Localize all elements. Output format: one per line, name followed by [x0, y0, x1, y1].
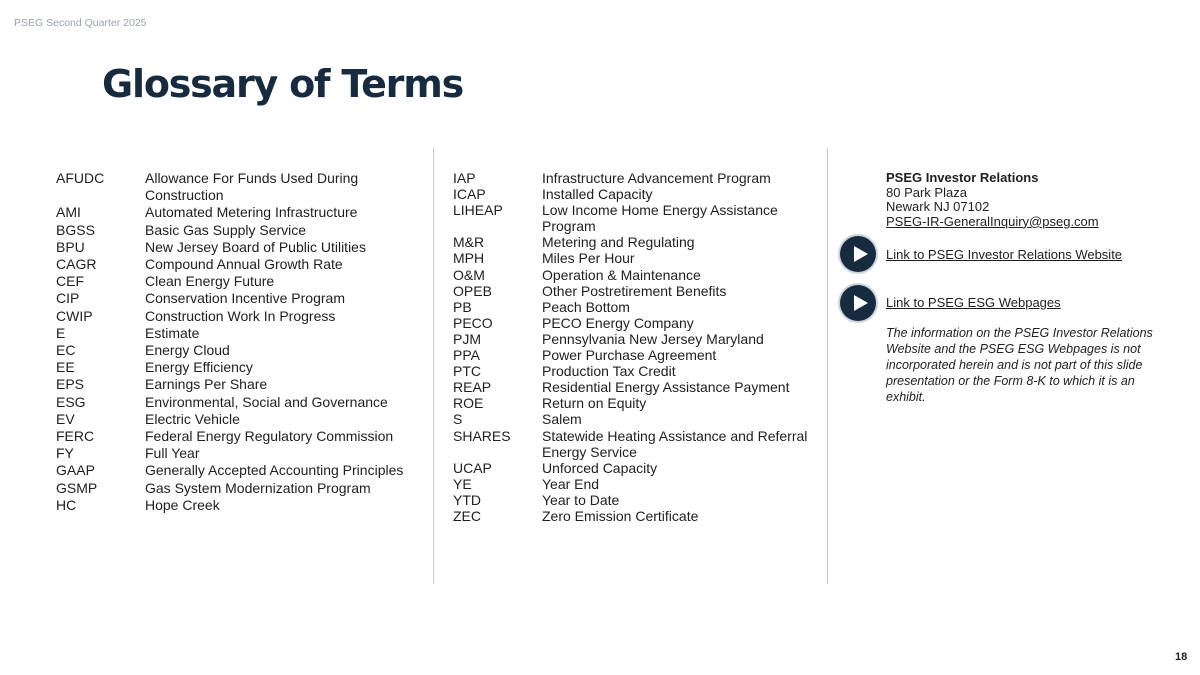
- glossary-row: [56, 204, 431, 221]
- glossary-definition: Low Income Home Energy Assistance Program: [542, 202, 778, 235]
- glossary-definition: Basic Gas Supply Service: [145, 221, 307, 238]
- glossary-row: [453, 395, 825, 411]
- glossary-abbreviation: EC: [56, 342, 76, 359]
- glossary-definition: Earnings Per Share: [145, 376, 268, 393]
- glossary-abbreviation: PJM: [453, 330, 481, 347]
- glossary-abbreviation: HC: [56, 496, 77, 513]
- glossary-abbreviation: GSMP: [56, 479, 98, 496]
- glossary-abbreviation: E: [56, 324, 66, 341]
- glossary-row: [453, 347, 825, 363]
- disclaimer-text: The information on the PSEG Investor Relations Website and the PSEG ESG Webpages is not incorporated herein and is not part of this slide presentation or the Form 8-K to which it is an exhibit.: [886, 326, 1153, 404]
- glossary-definition: Generally Accepted Accounting Principles: [145, 462, 404, 479]
- glossary-definition: New Jersey Board of Public Utilities: [145, 238, 366, 255]
- glossary-definition: Automated Metering Infrastructure: [145, 204, 358, 221]
- glossary-definition: PECO Energy Company: [542, 314, 694, 331]
- glossary-row: [56, 480, 431, 497]
- glossary-definition: Construction Work In Progress: [145, 307, 336, 324]
- page-title: Glossary of Terms: [102, 62, 464, 106]
- glossary-definition: Pennsylvania New Jersey Maryland: [542, 330, 764, 347]
- ir-email-link[interactable]: PSEG-IR-GeneralInquiry@pseg.com: [886, 213, 1099, 229]
- glossary-definition: Year End: [542, 475, 600, 492]
- glossary-abbreviation: EE: [56, 359, 75, 376]
- page-number: 18: [1175, 651, 1188, 663]
- glossary-abbreviation: S: [453, 411, 463, 428]
- glossary-row: [56, 342, 431, 359]
- glossary-definition: Residential Energy Assistance Payment: [542, 379, 790, 396]
- glossary-abbreviation: BGSS: [56, 221, 95, 238]
- glossary-definition: Full Year: [145, 445, 200, 462]
- glossary-definition: Allowance For Funds Used During Construction: [145, 170, 359, 204]
- glossary-row: [453, 202, 825, 234]
- glossary-abbreviation: ESG: [56, 393, 86, 410]
- glossary-abbreviation: CWIP: [56, 307, 93, 324]
- glossary-definition: Power Purchase Agreement: [542, 347, 717, 364]
- glossary-row: [56, 170, 431, 204]
- column-divider: [827, 148, 828, 584]
- glossary-definition: Energy Cloud: [145, 342, 230, 359]
- glossary-row: [453, 299, 825, 315]
- glossary-definition: Year to Date: [542, 491, 620, 508]
- glossary-row: [56, 359, 431, 376]
- glossary-abbreviation: GAAP: [56, 462, 95, 479]
- glossary-abbreviation: EV: [56, 410, 75, 427]
- glossary-definition: Other Postretirement Benefits: [542, 282, 727, 299]
- glossary-definition: Production Tax Credit: [542, 363, 676, 380]
- glossary-abbreviation: FERC: [56, 428, 95, 445]
- investor-relations-title: PSEG Investor Relations: [886, 170, 1039, 185]
- glossary-column-1: [56, 170, 431, 514]
- glossary-row: [453, 492, 825, 508]
- glossary-row: [56, 308, 431, 325]
- glossary-definition: Gas System Modernization Program: [145, 479, 371, 496]
- glossary-row: [56, 445, 431, 462]
- glossary-column-2: [453, 170, 825, 524]
- glossary-abbreviation: UCAP: [453, 459, 492, 476]
- glossary-definition: Miles Per Hour: [542, 250, 635, 267]
- glossary-definition: Compound Annual Growth Rate: [145, 256, 343, 273]
- glossary-definition: Metering and Regulating: [542, 234, 695, 251]
- glossary-abbreviation: CAGR: [56, 256, 97, 273]
- glossary-abbreviation: AFUDC: [56, 170, 105, 186]
- glossary-row: [453, 234, 825, 250]
- glossary-definition: Return on Equity: [542, 395, 647, 412]
- glossary-row: [453, 428, 825, 460]
- glossary-row: [453, 186, 825, 202]
- glossary-row: [453, 250, 825, 266]
- glossary-abbreviation: OPEB: [453, 282, 492, 299]
- glossary-abbreviation: M&R: [453, 234, 485, 251]
- glossary-definition: Clean Energy Future: [145, 273, 275, 290]
- glossary-definition: Installed Capacity: [542, 186, 653, 203]
- glossary-row: [453, 315, 825, 331]
- column-divider: [433, 148, 434, 584]
- ir-website-link[interactable]: Link to PSEG Investor Relations Website: [886, 247, 1123, 262]
- glossary-definition: Peach Bottom: [542, 298, 630, 315]
- glossary-abbreviation: ROE: [453, 395, 484, 412]
- glossary-row: [453, 267, 825, 283]
- glossary-row: [56, 376, 431, 393]
- glossary-abbreviation: CIP: [56, 290, 80, 307]
- glossary-row: [56, 239, 431, 256]
- glossary-abbreviation: AMI: [56, 204, 81, 221]
- glossary-definition: Zero Emission Certificate: [542, 507, 699, 524]
- glossary-abbreviation: EPS: [56, 376, 85, 393]
- glossary-row: [453, 411, 825, 427]
- glossary-row: [453, 460, 825, 476]
- glossary-abbreviation: SHARES: [453, 427, 511, 444]
- esg-webpages-link[interactable]: Link to PSEG ESG Webpages: [886, 295, 1061, 310]
- glossary-definition: Salem: [542, 411, 582, 428]
- glossary-definition: Operation & Maintenance: [542, 266, 701, 283]
- glossary-row: [453, 476, 825, 492]
- glossary-definition: Energy Efficiency: [145, 359, 253, 376]
- glossary-definition: Infrastructure Advancement Program: [542, 170, 771, 186]
- glossary-abbreviation: PPA: [453, 347, 480, 364]
- glossary-row: [56, 325, 431, 342]
- glossary-definition: Statewide Heating Assistance and Referral Energy Service: [542, 427, 808, 460]
- glossary-definition: Hope Creek: [145, 496, 220, 513]
- glossary-row: [453, 363, 825, 379]
- glossary-abbreviation: ICAP: [453, 186, 486, 203]
- glossary-abbreviation: PB: [453, 298, 472, 315]
- glossary-definition: Electric Vehicle: [145, 410, 240, 427]
- glossary-row: [56, 222, 431, 239]
- glossary-row: [56, 290, 431, 307]
- glossary-abbreviation: MPH: [453, 250, 485, 267]
- play-icon[interactable]: [840, 285, 876, 321]
- glossary-row: [453, 283, 825, 299]
- glossary-definition: Estimate: [145, 324, 200, 341]
- glossary-abbreviation: LIHEAP: [453, 202, 503, 219]
- glossary-row: [56, 411, 431, 428]
- glossary-definition: Unforced Capacity: [542, 459, 658, 476]
- address-line-2: Newark NJ 07102: [886, 199, 990, 215]
- glossary-abbreviation: BPU: [56, 238, 85, 255]
- glossary-row: [453, 508, 825, 524]
- glossary-row: [56, 497, 431, 514]
- glossary-abbreviation: CEF: [56, 273, 84, 290]
- glossary-abbreviation: FY: [56, 445, 74, 462]
- presentation-header: PSEG Second Quarter 2025: [14, 17, 147, 29]
- glossary-row: [56, 394, 431, 411]
- investor-relations-block: [886, 171, 1099, 229]
- glossary-abbreviation: YTD: [453, 491, 481, 508]
- glossary-definition: Conservation Incentive Program: [145, 290, 345, 307]
- glossary-abbreviation: O&M: [453, 266, 485, 283]
- glossary-row: [56, 256, 431, 273]
- address-line-1: 80 Park Plaza: [886, 184, 967, 200]
- glossary-abbreviation: YE: [453, 475, 472, 492]
- glossary-row: [56, 462, 431, 479]
- play-icon[interactable]: [840, 236, 876, 272]
- glossary-row: [453, 379, 825, 395]
- glossary-row: [56, 273, 431, 290]
- glossary-definition: Environmental, Social and Governance: [145, 393, 388, 410]
- glossary-row: [453, 170, 825, 186]
- glossary-abbreviation: PECO: [453, 314, 493, 331]
- glossary-definition: Federal Energy Regulatory Commission: [145, 428, 394, 445]
- glossary-abbreviation: PTC: [453, 363, 481, 380]
- glossary-row: [56, 428, 431, 445]
- glossary-row: [453, 331, 825, 347]
- glossary-abbreviation: ZEC: [453, 507, 481, 524]
- glossary-abbreviation: IAP: [453, 170, 476, 186]
- glossary-abbreviation: REAP: [453, 379, 492, 396]
